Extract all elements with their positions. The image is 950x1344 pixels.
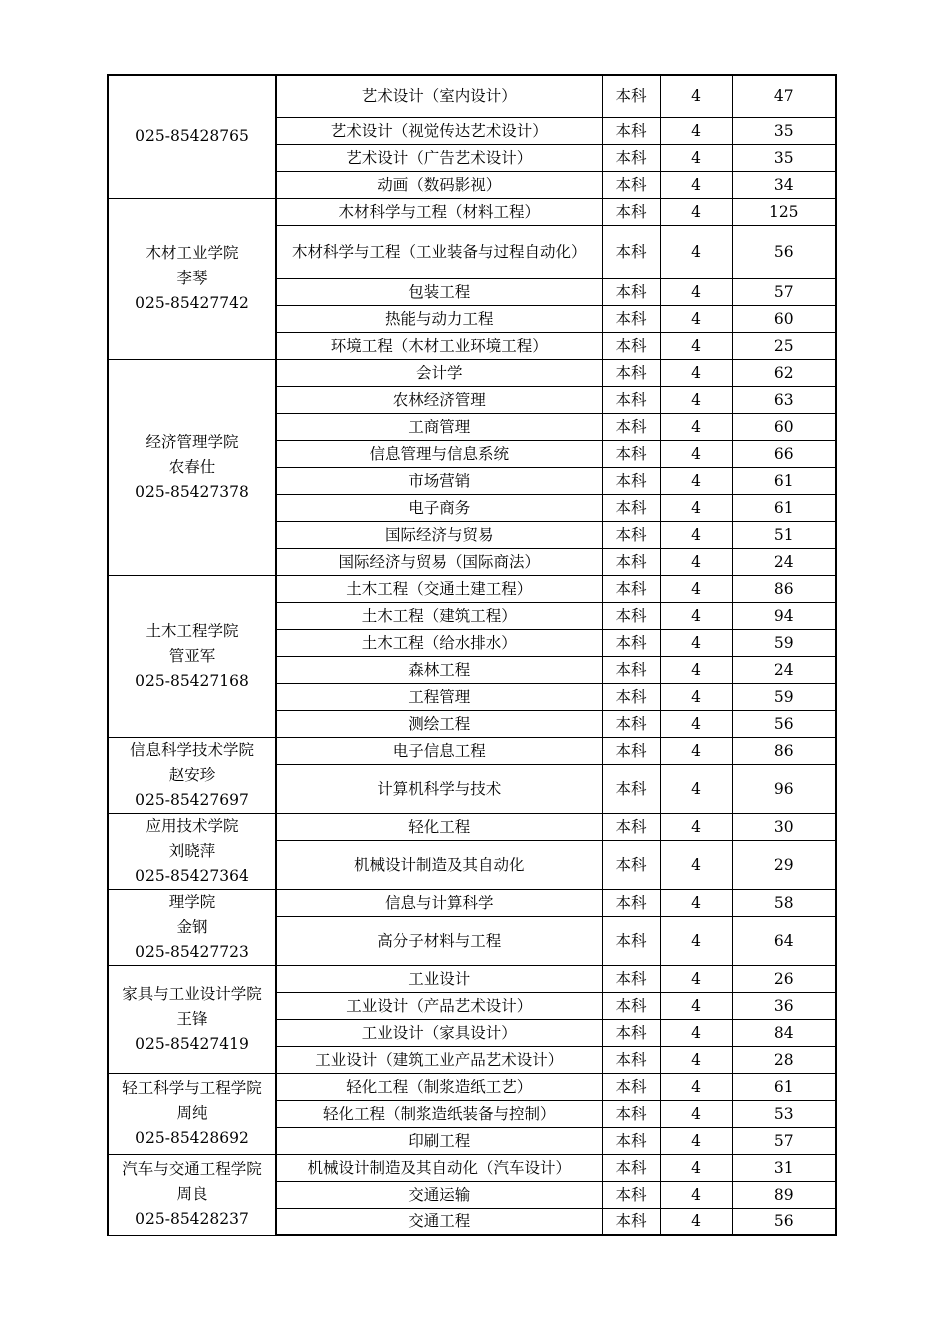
college-name: 土木工程学院 xyxy=(145,621,239,640)
major-cell: 木材科学与工程（材料工程） xyxy=(276,198,602,225)
contact-person: 刘晓萍 xyxy=(168,841,216,860)
years-cell: 4 xyxy=(660,1127,732,1154)
major-cell: 土木工程（交通土建工程） xyxy=(276,575,602,602)
level-cell: 本科 xyxy=(602,332,660,359)
years-cell: 4 xyxy=(660,737,732,764)
quota-cell: 53 xyxy=(732,1100,836,1127)
level-cell: 本科 xyxy=(602,1127,660,1154)
level-cell: 本科 xyxy=(602,683,660,710)
major-cell: 轻化工程 xyxy=(276,813,602,840)
contact-person: 金钢 xyxy=(176,917,208,936)
level-cell: 本科 xyxy=(602,840,660,889)
years-cell: 4 xyxy=(660,225,732,278)
contact-person: 王锋 xyxy=(176,1009,208,1028)
major-cell: 工程管理 xyxy=(276,683,602,710)
years-cell: 4 xyxy=(660,440,732,467)
years-cell: 4 xyxy=(660,992,732,1019)
quota-cell: 60 xyxy=(732,305,836,332)
table-row xyxy=(108,359,836,386)
college-cell xyxy=(108,1073,276,1154)
level-cell: 本科 xyxy=(602,225,660,278)
quota-cell: 57 xyxy=(732,278,836,305)
major-cell: 工业设计（产品艺术设计） xyxy=(276,992,602,1019)
years-cell: 4 xyxy=(660,386,732,413)
level-cell: 本科 xyxy=(602,75,660,117)
major-cell: 农林经济管理 xyxy=(276,386,602,413)
college-cell xyxy=(108,575,276,737)
level-cell: 本科 xyxy=(602,305,660,332)
years-cell: 4 xyxy=(660,629,732,656)
contact-person: 农春仕 xyxy=(168,457,216,476)
years-cell: 4 xyxy=(660,813,732,840)
quota-cell: 59 xyxy=(732,629,836,656)
major-cell: 艺术设计（视觉传达艺术设计） xyxy=(276,117,602,144)
contact-person: 周良 xyxy=(176,1185,208,1203)
contact-phone: 025-85427742 xyxy=(135,294,249,312)
table-row xyxy=(108,889,836,916)
enrollment-table-sheet xyxy=(107,74,835,1236)
college-name: 家具与工业设计学院 xyxy=(122,984,262,1003)
years-cell: 4 xyxy=(660,1154,732,1181)
level-cell: 本科 xyxy=(602,1208,660,1235)
years-cell: 4 xyxy=(660,683,732,710)
quota-cell: 86 xyxy=(732,737,836,764)
years-cell: 4 xyxy=(660,144,732,171)
quota-cell: 63 xyxy=(732,386,836,413)
college-name: 汽车与交通工程学院 xyxy=(122,1160,262,1178)
college-name: 应用技术学院 xyxy=(145,816,239,835)
years-cell: 4 xyxy=(660,916,732,965)
level-cell: 本科 xyxy=(602,575,660,602)
quota-cell: 57 xyxy=(732,1127,836,1154)
level-cell: 本科 xyxy=(602,386,660,413)
major-cell: 工业设计（建筑工业产品艺术设计） xyxy=(276,1046,602,1073)
major-cell: 热能与动力工程 xyxy=(276,305,602,332)
contact-phone: 025-85427697 xyxy=(135,790,249,809)
major-cell: 电子信息工程 xyxy=(276,737,602,764)
enrollment-table-body xyxy=(108,75,836,1235)
level-cell: 本科 xyxy=(602,494,660,521)
years-cell: 4 xyxy=(660,1046,732,1073)
major-cell: 交通工程 xyxy=(276,1208,602,1235)
years-cell: 4 xyxy=(660,965,732,992)
contact-phone: 025-85427723 xyxy=(135,942,249,961)
major-cell: 高分子材料与工程 xyxy=(276,916,602,965)
major-cell: 市场营销 xyxy=(276,467,602,494)
level-cell: 本科 xyxy=(602,548,660,575)
level-cell: 本科 xyxy=(602,656,660,683)
years-cell: 4 xyxy=(660,602,732,629)
quota-cell: 89 xyxy=(732,1181,836,1208)
years-cell: 4 xyxy=(660,198,732,225)
years-cell: 4 xyxy=(660,889,732,916)
quota-cell: 35 xyxy=(732,144,836,171)
major-cell: 包装工程 xyxy=(276,278,602,305)
years-cell: 4 xyxy=(660,1208,732,1235)
years-cell: 4 xyxy=(660,548,732,575)
major-cell: 会计学 xyxy=(276,359,602,386)
college-cell xyxy=(108,198,276,359)
table-row xyxy=(108,813,836,840)
college-cell xyxy=(108,813,276,889)
level-cell: 本科 xyxy=(602,440,660,467)
contact-phone: 025-85427419 xyxy=(135,1034,249,1053)
quota-cell: 24 xyxy=(732,548,836,575)
major-cell: 信息管理与信息系统 xyxy=(276,440,602,467)
contact-person: 管亚军 xyxy=(168,646,216,665)
years-cell: 4 xyxy=(660,1181,732,1208)
quota-cell: 62 xyxy=(732,359,836,386)
level-cell: 本科 xyxy=(602,889,660,916)
years-cell: 4 xyxy=(660,521,732,548)
quota-cell: 25 xyxy=(732,332,836,359)
level-cell: 本科 xyxy=(602,710,660,737)
quota-cell: 61 xyxy=(732,494,836,521)
table-row xyxy=(108,965,836,992)
major-cell: 工商管理 xyxy=(276,413,602,440)
years-cell: 4 xyxy=(660,1100,732,1127)
quota-cell: 29 xyxy=(732,840,836,889)
quota-cell: 61 xyxy=(732,467,836,494)
college-name: 轻工科学与工程学院 xyxy=(122,1079,262,1097)
level-cell: 本科 xyxy=(602,1046,660,1073)
level-cell: 本科 xyxy=(602,1154,660,1181)
level-cell: 本科 xyxy=(602,144,660,171)
major-cell: 机械设计制造及其自动化 xyxy=(276,840,602,889)
quota-cell: 24 xyxy=(732,656,836,683)
major-cell: 测绘工程 xyxy=(276,710,602,737)
college-cell xyxy=(108,889,276,965)
years-cell: 4 xyxy=(660,278,732,305)
college-cell xyxy=(108,359,276,575)
level-cell: 本科 xyxy=(602,1181,660,1208)
table-row xyxy=(108,1154,836,1181)
years-cell: 4 xyxy=(660,75,732,117)
major-cell: 工业设计 xyxy=(276,965,602,992)
quota-cell: 64 xyxy=(732,916,836,965)
years-cell: 4 xyxy=(660,656,732,683)
quota-cell: 59 xyxy=(732,683,836,710)
contact-person: 李琴 xyxy=(176,269,208,287)
quota-cell: 84 xyxy=(732,1019,836,1046)
quota-cell: 56 xyxy=(732,225,836,278)
major-cell: 国际经济与贸易（国际商法） xyxy=(276,548,602,575)
major-cell: 国际经济与贸易 xyxy=(276,521,602,548)
quota-cell: 60 xyxy=(732,413,836,440)
quota-cell: 96 xyxy=(732,764,836,813)
years-cell: 4 xyxy=(660,494,732,521)
quota-cell: 30 xyxy=(732,813,836,840)
major-cell: 印刷工程 xyxy=(276,1127,602,1154)
major-cell: 工业设计（家具设计） xyxy=(276,1019,602,1046)
college-name: 信息科学技术学院 xyxy=(129,740,254,759)
level-cell: 本科 xyxy=(602,521,660,548)
level-cell: 本科 xyxy=(602,278,660,305)
major-cell: 土木工程（给水排水） xyxy=(276,629,602,656)
years-cell: 4 xyxy=(660,467,732,494)
table-row xyxy=(108,1073,836,1100)
level-cell: 本科 xyxy=(602,1019,660,1046)
quota-cell: 66 xyxy=(732,440,836,467)
college-cell xyxy=(108,75,276,198)
major-cell: 交通运输 xyxy=(276,1181,602,1208)
contact-person: 赵安珍 xyxy=(168,765,216,784)
major-cell: 轻化工程（制浆造纸工艺） xyxy=(276,1073,602,1100)
contact-phone: 025-85428237 xyxy=(135,1210,249,1228)
level-cell: 本科 xyxy=(602,198,660,225)
quota-cell: 31 xyxy=(732,1154,836,1181)
level-cell: 本科 xyxy=(602,1073,660,1100)
major-cell: 轻化工程（制浆造纸装备与控制） xyxy=(276,1100,602,1127)
level-cell: 本科 xyxy=(602,813,660,840)
years-cell: 4 xyxy=(660,710,732,737)
table-row xyxy=(108,198,836,225)
quota-cell: 47 xyxy=(732,75,836,117)
quota-cell: 94 xyxy=(732,602,836,629)
level-cell: 本科 xyxy=(602,629,660,656)
years-cell: 4 xyxy=(660,171,732,198)
enrollment-table xyxy=(107,74,837,1236)
level-cell: 本科 xyxy=(602,992,660,1019)
contact-phone: 025-85427364 xyxy=(135,866,249,885)
level-cell: 本科 xyxy=(602,467,660,494)
years-cell: 4 xyxy=(660,1019,732,1046)
table-row xyxy=(108,75,836,117)
years-cell: 4 xyxy=(660,840,732,889)
level-cell: 本科 xyxy=(602,965,660,992)
quota-cell: 56 xyxy=(732,1208,836,1235)
major-cell: 艺术设计（广告艺术设计） xyxy=(276,144,602,171)
years-cell: 4 xyxy=(660,359,732,386)
level-cell: 本科 xyxy=(602,737,660,764)
level-cell: 本科 xyxy=(602,602,660,629)
level-cell: 本科 xyxy=(602,413,660,440)
college-name: 理学院 xyxy=(168,892,216,911)
level-cell: 本科 xyxy=(602,1100,660,1127)
quota-cell: 61 xyxy=(732,1073,836,1100)
level-cell: 本科 xyxy=(602,171,660,198)
major-cell: 艺术设计（室内设计） xyxy=(276,75,602,117)
contact-phone: 025-85428692 xyxy=(135,1129,249,1147)
major-cell: 电子商务 xyxy=(276,494,602,521)
level-cell: 本科 xyxy=(602,916,660,965)
contact-phone: 025-85428765 xyxy=(135,127,249,146)
major-cell: 森林工程 xyxy=(276,656,602,683)
quota-cell: 28 xyxy=(732,1046,836,1073)
years-cell: 4 xyxy=(660,1073,732,1100)
quota-cell: 125 xyxy=(732,198,836,225)
college-name: 木材工业学院 xyxy=(145,244,239,262)
level-cell: 本科 xyxy=(602,359,660,386)
years-cell: 4 xyxy=(660,332,732,359)
college-cell xyxy=(108,965,276,1073)
years-cell: 4 xyxy=(660,413,732,440)
quota-cell: 35 xyxy=(732,117,836,144)
major-cell: 土木工程（建筑工程） xyxy=(276,602,602,629)
quota-cell: 34 xyxy=(732,171,836,198)
years-cell: 4 xyxy=(660,764,732,813)
contact-person: 周纯 xyxy=(176,1104,208,1122)
quota-cell: 58 xyxy=(732,889,836,916)
table-row xyxy=(108,575,836,602)
years-cell: 4 xyxy=(660,305,732,332)
level-cell: 本科 xyxy=(602,764,660,813)
major-cell: 动画（数码影视） xyxy=(276,171,602,198)
major-cell: 机械设计制造及其自动化（汽车设计） xyxy=(276,1154,602,1181)
major-cell: 信息与计算科学 xyxy=(276,889,602,916)
major-cell: 环境工程（木材工业环境工程） xyxy=(276,332,602,359)
college-cell xyxy=(108,737,276,813)
contact-phone: 025-85427168 xyxy=(135,671,249,690)
college-cell xyxy=(108,1154,276,1235)
quota-cell: 56 xyxy=(732,710,836,737)
quota-cell: 86 xyxy=(732,575,836,602)
major-cell: 计算机科学与技术 xyxy=(276,764,602,813)
quota-cell: 26 xyxy=(732,965,836,992)
college-name: 经济管理学院 xyxy=(145,432,239,451)
level-cell: 本科 xyxy=(602,117,660,144)
quota-cell: 36 xyxy=(732,992,836,1019)
years-cell: 4 xyxy=(660,117,732,144)
contact-phone: 025-85427378 xyxy=(135,482,249,501)
major-cell: 木材科学与工程（工业装备与过程自动化） xyxy=(276,225,602,278)
quota-cell: 51 xyxy=(732,521,836,548)
table-row xyxy=(108,737,836,764)
years-cell: 4 xyxy=(660,575,732,602)
